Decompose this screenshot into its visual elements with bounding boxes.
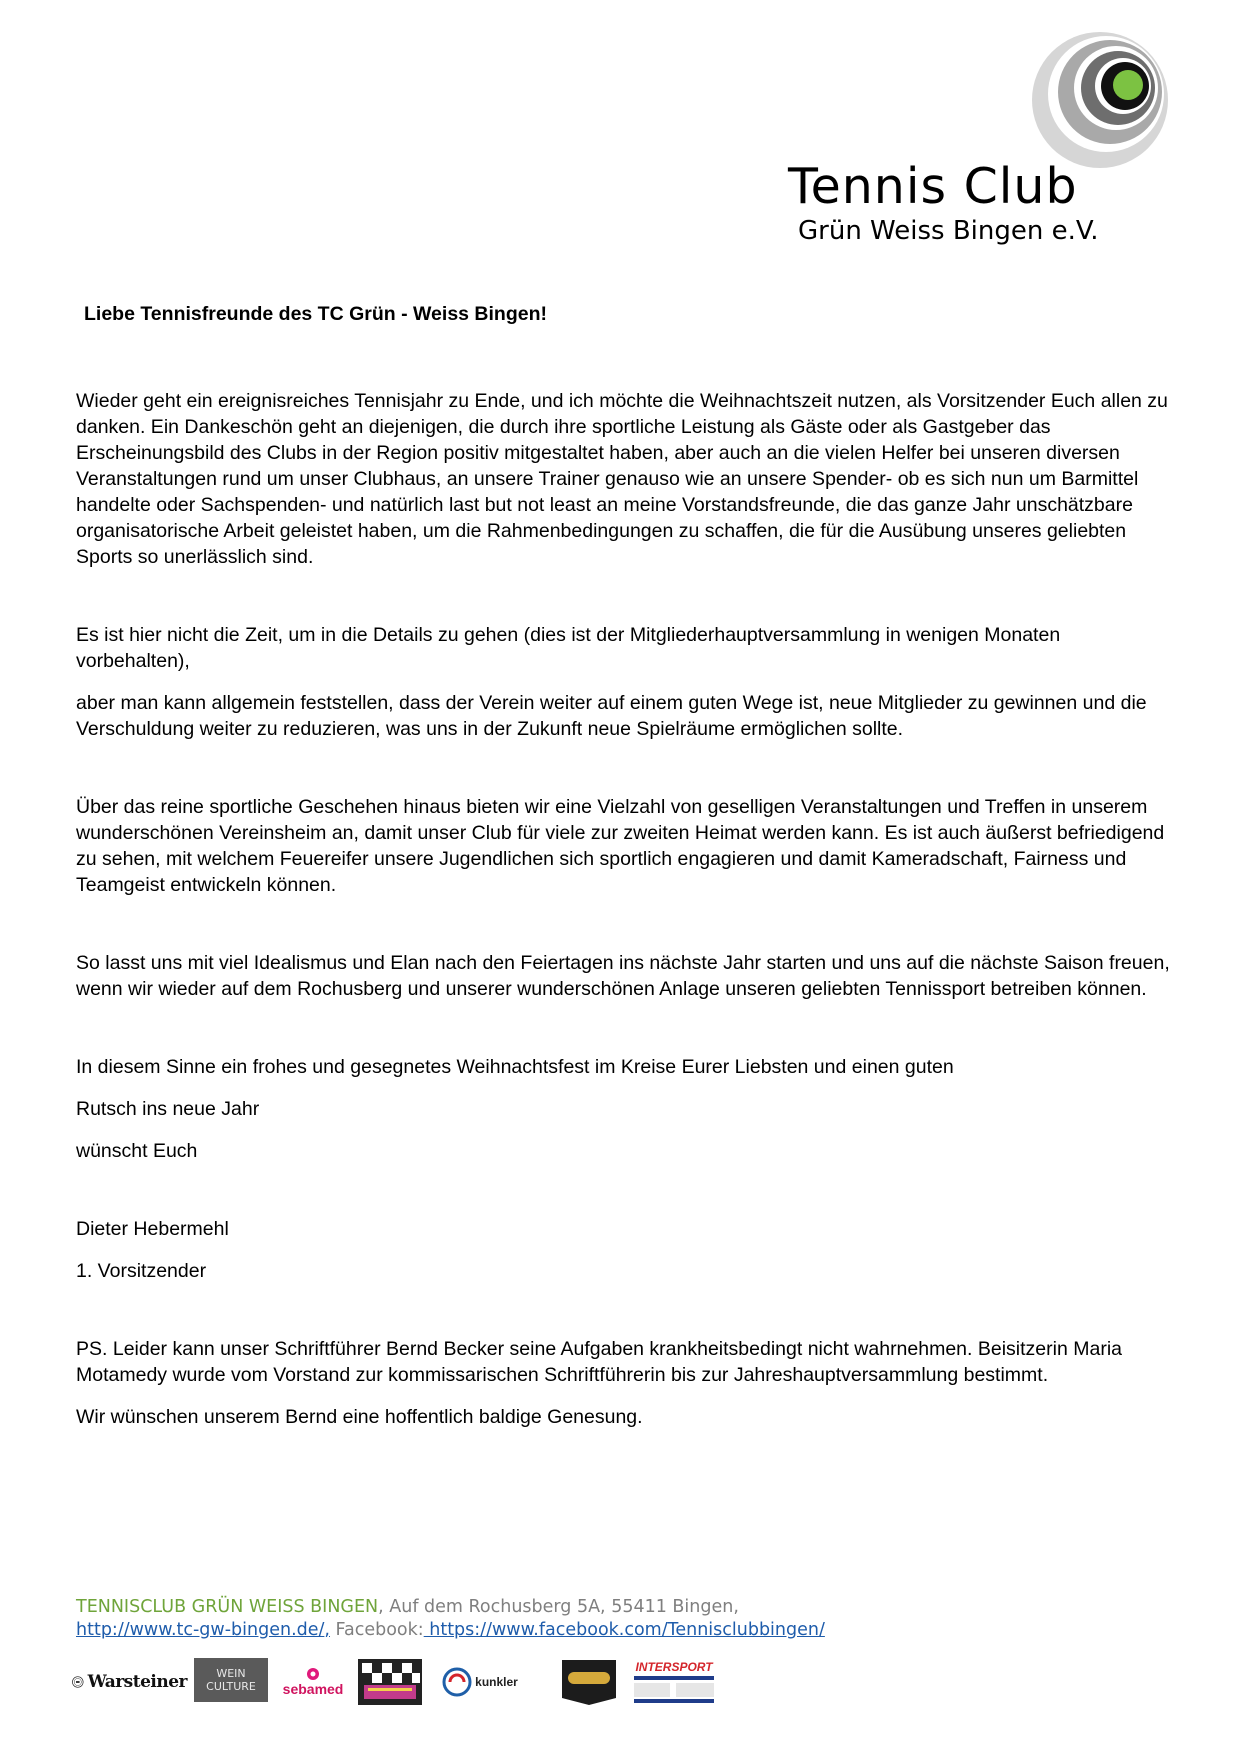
paragraph-new-year: Rutsch ins neue Jahr	[76, 1098, 260, 1120]
sebamed-text: sebamed	[282, 1681, 344, 1697]
intersport-logo	[632, 1656, 716, 1708]
footer-separator: ,	[324, 1620, 330, 1640]
kunkler-text: kunkler	[475, 1675, 518, 1689]
kunkler-swirl-icon	[442, 1667, 472, 1697]
paragraph-social: Über das reine sportliche Geschehen hinaus bieten wir eine Vielzahl von geselligen Veranstaltungen und Treffen in unserem wunderschönen Vereinsheim an, damit unser Club für viele zur zweiten Heimat werden kann. Es ist auch äußerst befriedigend zu sehen, mit welchem Feuereifer unsere Jugendlichen sich sportlich engagieren und damit Kameradschaft, Fairness und Teamgeist entwickeln können.	[76, 796, 1165, 896]
paragraph-details: Es ist hier nicht die Zeit, um in die Details zu gehen (dies ist der Mitgliederhauptversammlung in wenigen Monaten vorbehalten),	[76, 624, 1061, 672]
intersport-details-icon	[632, 1674, 716, 1704]
checkered-flag-logo	[358, 1656, 422, 1708]
signature-role: 1. Vorsitzender	[76, 1260, 207, 1282]
sebamed-flower-icon	[304, 1667, 322, 1681]
letter-body	[76, 388, 1176, 1430]
logo-subtitle: Grün Weiss Bingen e.V.	[798, 216, 1099, 246]
intersport-text: INTERSPORT	[635, 1660, 713, 1674]
warsteiner-text: Warsteiner	[87, 1672, 187, 1692]
postscript-wishes: Wir wünschen unserem Bernd eine hoffentlich baldige Genesung.	[76, 1406, 643, 1428]
sponsor-logos	[72, 1656, 732, 1708]
club-logo	[780, 24, 1180, 254]
paragraph-thanks: Wieder geht ein ereignisreiches Tennisjahr zu Ende, und ich möchte die Weihnachtszeit nutzen, als Vorsitzender Euch allen zu danken. Ein Dankeschön geht an diejenigen, die durch ihre sportliche Leistung als Gäste oder als Gastgeber das Erscheinungsbild des Clubs in der Region positiv mitgestaltet haben, aber auch an die vielen Helfer bei unseren diversen Veranstaltungen rund um unser Clubhaus, an unsere Trainer genauso wie an unsere Spender- ob es sich nun um Barmittel handelte oder Sachspenden- und natürlich last but not least an meine Vorstandsfreunde, die das ganze Jahr unschätzbare organisatorische Arbeit geleistet haben, um die Rahmenbedingungen zu schaffen, die für die Ausübung unseres geliebten Sports so unerlässlich sind.	[76, 390, 1168, 568]
paragraph-next-season: So lasst uns mit viel Idealismus und Elan nach den Feiertagen ins nächste Jahr starten und uns auf die nächste Saison freuen, wenn wir wieder auf dem Rochusberg und unserer wunderschönen Anlage unseren geliebten Tennissport betreiben können.	[76, 952, 1170, 1000]
sebamed-logo	[284, 1656, 342, 1708]
weinculture-logo	[194, 1658, 268, 1702]
facebook-label: Facebook:	[329, 1620, 424, 1640]
facebook-link[interactable]: https://www.facebook.com/Tennisclubbingen/	[423, 1620, 825, 1640]
postscript: PS. Leider kann unser Schriftführer Bernd Becker seine Aufgaben krankheitsbedingt nicht wahrnehmen. Beisitzerin Maria Motamedy wurde vom Vorstand zur kommissarischen Schriftführerin bis zur Jahreshauptversammlung bestimmt.	[76, 1338, 1122, 1386]
warsteiner-logo	[72, 1656, 187, 1708]
footer-address: , Auf dem Rochusberg 5A, 55411 Bingen,	[378, 1597, 739, 1617]
footer-address-line	[76, 1596, 1196, 1619]
letter-greeting: Liebe Tennisfreunde des TC Grün - Weiss Bingen!	[84, 303, 548, 325]
signature-name: Dieter Hebermehl	[76, 1218, 229, 1240]
bakery-badge-icon	[560, 1658, 618, 1706]
bakery-logo	[560, 1656, 618, 1708]
logo-title: Tennis Club	[788, 158, 1078, 215]
footer-club-name: TENNISCLUB GRÜN WEISS BINGEN	[76, 1597, 379, 1617]
weinculture-text: WEIN CULTURE	[206, 1667, 256, 1693]
kunkler-logo	[440, 1656, 520, 1708]
website-link[interactable]: http://www.tc-gw-bingen.de/	[76, 1620, 325, 1640]
footer-links-line	[76, 1619, 1196, 1642]
paragraph-christmas-wishes: In diesem Sinne ein frohes und gesegnetes Weihnachtsfest im Kreise Eurer Liebsten und einen guten	[76, 1056, 954, 1078]
paragraph-club-status: aber man kann allgemein feststellen, dass der Verein weiter auf einem guten Wege ist, neue Mitglieder zu gewinnen und die Verschuldung weiter zu reduzieren, was uns in der Zukunft neue Spielräume ermöglichen sollte.	[76, 692, 1147, 740]
warsteiner-seal-icon	[72, 1669, 84, 1695]
checkered-flag-icon	[358, 1659, 422, 1705]
tennis-ball-rings-icon	[1030, 30, 1170, 170]
footer	[76, 1596, 1196, 1642]
paragraph-closing: wünscht Euch	[76, 1140, 198, 1162]
